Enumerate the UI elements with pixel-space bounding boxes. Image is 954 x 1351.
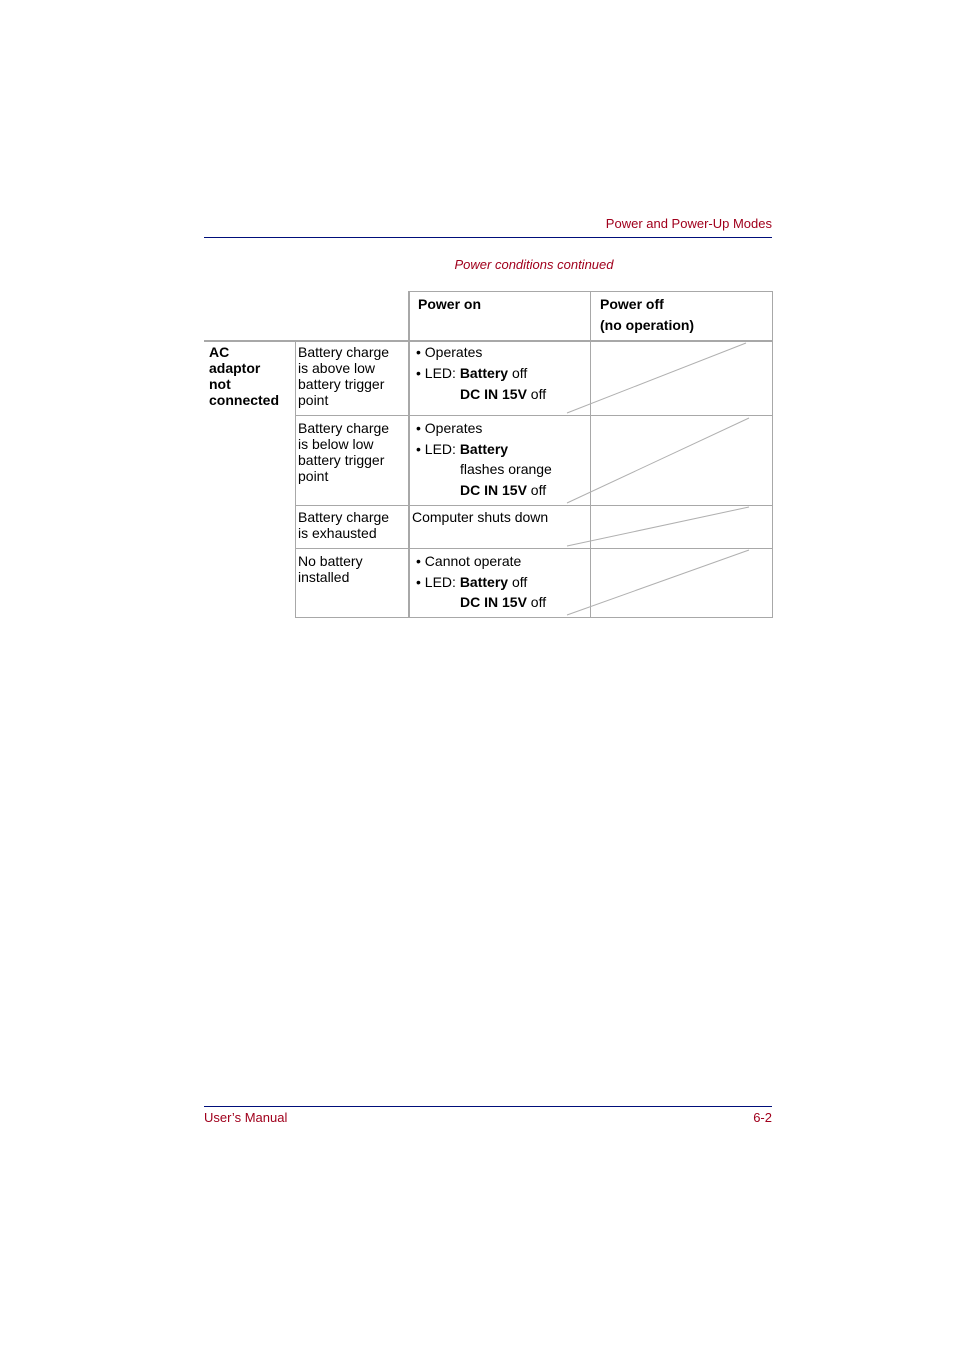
power-on-cell: Computer shuts down <box>412 509 549 525</box>
condition-cell: Battery charge is exhausted <box>298 509 390 541</box>
column-header-power-off-sub: (no operation) <box>600 317 695 333</box>
column-header-power-off: Power off <box>600 296 664 312</box>
table-caption: Power conditions continued <box>454 257 614 272</box>
running-header: Power and Power-Up Modes <box>605 216 772 231</box>
column-header-power-on: Power on <box>418 296 482 312</box>
condition-cell: Battery charge is above low battery trigger point <box>298 344 390 408</box>
condition-cell: Battery charge is below low battery trigger point <box>298 420 390 484</box>
footer-rule <box>204 1106 772 1107</box>
condition-cell: No battery installed <box>298 553 363 585</box>
row-group-label: AC adaptor not connected <box>209 344 280 408</box>
page-number: 6-2 <box>753 1110 772 1125</box>
footer-left: User’s Manual <box>204 1110 288 1125</box>
